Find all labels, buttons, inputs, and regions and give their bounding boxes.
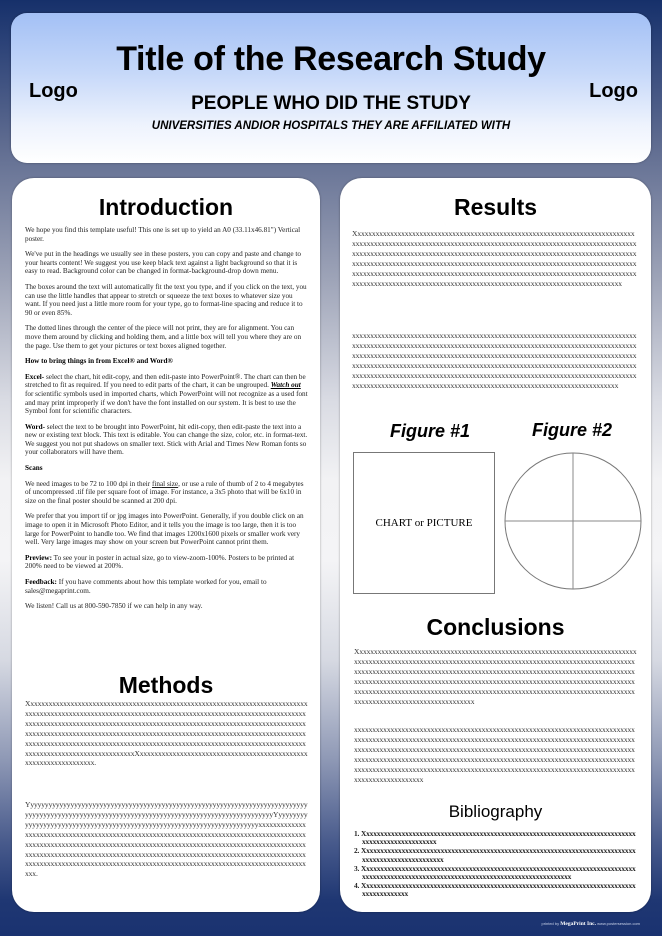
affiliations-line[interactable]: UNIVERSITIES ANDIOR HOSPITALS THEY ARE AFFILIATED WITH <box>151 120 511 132</box>
bibliography-list[interactable] <box>354 830 637 899</box>
bibliography-heading[interactable]: Bibliography <box>448 802 543 821</box>
word-label: Word- <box>25 422 45 431</box>
feedback-paragraph <box>25 578 310 595</box>
results-text-box-2[interactable]: xxxxxxxxxxxxxxxxxxxxxxxxxxxxxxxxxxxxxxxxxxxxxxxxxxxxxxxxxxxxxxxxxxxxxxxxxxxxxxxxxxxxxxxxxxxxxxxxxxxxxxxxxxxxxxxxxxxxxxxxxxxxxxxxxxxxxxxxxxxxxxxxxxxxxxxxxxxxxxxxxxxxxxxxxxxxxxxxxxxxxxxxxxxxxxxxxxxxxxxxxxxxxxxxxxxxxxxxxxxxxxxxxxxxxxxxxxxxxxxxxxxxxxxxxxxxxxxxxxxxxxxxxxxxxxxxxxxxxxxxxxxxxxxxxxxxxxxxxxxxxxxxxxxxxxxxxxxxxxxxxxxxxxxxxxxxxxxxxxxxxxxxxxxxxxxxxxxxxxxxxxxxxxxxxxxxxxxxxxxxxxxxxxxxxxxxxxxxxxxxxxxxxxxxxxxxxxxxxxxxxxxxxxxxxxxxxxxxxxxxxxxxxxxxxxxxxxxxxxxxxxx <box>352 331 637 390</box>
intro-paragraph: The dotted lines through the center of the piece will not print, they are for alignment. You can move them around by clicking and holding them, and a little box will tell you where they are on the page. Use them to get your pictures or text boxes aligned together. <box>25 324 302 350</box>
right-column-panel <box>340 178 651 912</box>
bibliography-item: 2. Xxxxxxxxxxxxxxxxxxxxxxxxxxxxxxxxxxxxxxxxxxxxxxxxxxxxxxxxxxxxxxxxxxxxxxxxxxxxxxxxxxxxxxxxxxxxxxxxxxxx <box>354 846 636 864</box>
excel-paragraph <box>25 373 310 416</box>
figure-2-label[interactable]: Figure #2 <box>532 420 613 440</box>
bibliography-item: 4. Xxxxxxxxxxxxxxxxxxxxxxxxxxxxxxxxxxxxxxxxxxxxxxxxxxxxxxxxxxxxxxxxxxxxxxxxxxxxxxxxxxxxxxxxxx <box>354 880 636 899</box>
intro-paragraph: We've put in the headings we usually see in these posters, you can copy and paste and change to your hearts content! We suggest you use keep black text against a light background so that it is easy to read. Background color can be changed in format-background-drop down menu. <box>25 250 301 276</box>
preview-text: To see your in poster in actual size, go to view-zoom-100%. Posters to be printed at 200% need to be viewed at 200%. <box>25 553 295 571</box>
preview-paragraph <box>25 554 310 571</box>
printer-company-name: MegaPrint Inc. <box>560 921 596 927</box>
feedback-label: Feedback: <box>25 578 57 586</box>
printer-website: www.postersession.com <box>595 921 640 926</box>
methods-text-box-2[interactable]: YyyyyyyyyyyyyyyyyyyyyyyyyyyyyyyyyyyyyyyyyyyyyyyyyyyyyyyyyyyyyyyyyyyyyyyyyyyyyyyyyyyyyyyyyyyyyyyyyyyyyyyyyyyyyyyyyyyyyyyyyyyyyyyyyyyyyyyyyyyyyyyyyYyyyyyyyyyyyyyyyyyyyyyyyyyyyyyyyyyyyyyyyyyyyyyyyyyyyyyyyyyyyyyyyyyyyyyyyyxxxxxxxxxxxxxxxxxxxxxxxxxxxxxxxxxxxxxxxxxxxxxxxxxxxxxxxxxxxxxxxxxxxxxxxxxxxxxxxxxxxxxxxxxxxxxxxxxxxxxxxxxxxxxxxxxxxxxxxxxxxxxxxxxxxxxxxxxxxxxxxxxxxxxxxxxxxxxxxxxxxxxxxxxxxxxxxxxxxxxxxxxxxxxxxxxxxxxxxxxxxxxxxxxxxxxxxxxxxxxxxxxxxxxxxxxxxxxxxxxxxxxxxxxxxxxxxxxxxxxxxxxxxxxxxxxxxxxxxxxxxxxxxxxxxxxxxxxxxxxxxxxxxxxxxxxxxxxxxxxxxx. <box>25 800 308 879</box>
preview-label: Preview: <box>25 553 53 562</box>
logo-left-placeholder[interactable]: Logo <box>29 80 78 102</box>
methods-heading[interactable]: Methods <box>118 672 214 698</box>
contact-paragraph: We listen! Call us at 800-590-7850 if we can help in any way. <box>25 602 203 611</box>
conclusions-text-box[interactable]: Xxxxxxxxxxxxxxxxxxxxxxxxxxxxxxxxxxxxxxxxxxxxxxxxxxxxxxxxxxxxxxxxxxxxxxxxxxxxxxxxxxxxxxxxxxxxxxxxxxxxxxxxxxxxxxxxxxxxxxxxxxxxxxxxxxxxxxxxxxxxxxxxxxxxxxxxxxxxxxxxxxxxxxxxxxxxxxxxxxxxxxxxxxxxxxxxxxxxxxxxxxxxxxxxxxxxxxxxxxxxxxxxxxxxxxxxxxxxxxxxxxxxxxxxxxxxxxxxxxxxxxxxxxxxxxxxxxxxxxxxxxxxxxxxxxxxxxxxxxxxxxxxxxxxxxxxxxxxxxxxxxxxxxxxxxxxxxxxxxxxxxxxxxxxxxxxxxxxxxxxxxxxxxxxxxxxxxxxxxxxxxxxxxxxxxxxxxxxxxxxxxxxxxxxxxxxxxxxxx <box>354 647 637 706</box>
bibliography-item: 1. Xxxxxxxxxxxxxxxxxxxxxxxxxxxxxxxxxxxxxxxxxxxxxxxxxxxxxxxxxxxxxxxxxxxxxxxxxxxxxxxxxxxxxxxxxxxxxxxxxx <box>354 829 636 847</box>
figure-1-label[interactable]: Figure #1 <box>390 421 471 441</box>
results-text-box[interactable]: Xxxxxxxxxxxxxxxxxxxxxxxxxxxxxxxxxxxxxxxxxxxxxxxxxxxxxxxxxxxxxxxxxxxxxxxxxxxxxxxxxxxxxxxxxxxxxxxxxxxxxxxxxxxxxxxxxxxxxxxxxxxxxxxxxxxxxxxxxxxxxxxxxxxxxxxxxxxxxxxxxxxxxxxxxxxxxxxxxxxxxxxxxxxxxxxxxxxxxxxxxxxxxxxxxxxxxxxxxxxxxxxxxxxxxxxxxxxxxxxxxxxxxxxxxxxxxxxxxxxxxxxxxxxxxxxxxxxxxxxxxxxxxxxxxxxxxxxxxxxxxxxxxxxxxxxxxxxxxxxxxxxxxxxxxxxxxxxxxxxxxxxxxxxxxxxxxxxxxxxxxxxxxxxxxxxxxxxxxxxxxxxxxxxxxxxxxxxxxxxxxxxxxxxxxxxxxxxxxxxxxxxxxxxxxxxxxxxxxxxxxxxxxxxxxxxxxxxxxxxxxxx <box>352 229 637 288</box>
import-paragraph: We prefer that you import tif or jpg images into PowerPoint. Generally, if you double click on an image to open it in Microsoft Photo Editor, and it tells you the image is too large, then it is too large for PowerPoint to handle too. We find that images 1200x1600 pixels or smaller work very well. Very large images may show on your screen but PowerPoint cannot print them. <box>25 512 304 547</box>
conclusions-heading[interactable]: Conclusions <box>426 614 565 640</box>
watch-out-emphasis: Watch out <box>270 381 301 390</box>
scans-text-cont: , or use a rule of thumb of 2 to 4 megabytes of uncompressed .tif file per square foot of image. For instance, a 3x5 photo that will be 6x10 in size on the final poster should be scanned at 200 dpi. <box>25 479 304 505</box>
final-size-emphasis: final size <box>151 479 179 488</box>
feedback-text: If you have comments about how this template worked for you, email to sales@megaprint.com. <box>25 578 267 595</box>
poster-header <box>11 13 651 163</box>
methods-text-box[interactable]: XxxxxxxxxxxxxxxxxxxxxxxxxxxxxxxxxxxxxxxxxxxxxxxxxxxxxxxxxxxxxxxxxxxxxxxxxxxxxxxxxxxxxxxxxxxxxxxxxxxxxxxxxxxxxxxxxxxxxxxxxxxxxxxxxxxxxxxxxxxxxxxxxxxxxxxxxxxxxxxxxxxxxxxxxxxxxxxxxxxxxxxxxxxxxxxxxxxxxxxxxxxxxxxxxxxxxxxxxxxxxxxxxxxxxxxxxxxxxxxxxxxxxxxxxxxxxxxxxxxxxxxxxxxxxxxxxxxxxxxxxxxxxxxxxxxxxxxxxxxxxxxxxxxxxxxxxxxxxxxxxxxxxxxxxxxxxxxxxxxxxxxxxxxxxxxxxxxxxxxxxxxxxxxxxxxxxxxxxxxxxxxxxxxxxxxxxxxxxxxxxxxxxxxxxxxxxxxXxxxxxxxxxxxxxxxxxxxxxxxxxxxxxxxxxxxxxxxxxxxxxxxxxxxxxxxxxxxxxxxxx. <box>25 699 308 768</box>
excel-label: Excel- <box>25 372 45 381</box>
howto-heading: How to bring things in from Excel® and Word® <box>25 357 173 366</box>
scans-heading: Scans <box>25 464 43 473</box>
excel-text: select the chart, hit edit-copy, and then edit-paste into PowerPoint®. The chart can then be stretched to fit as required. If you need to edit parts of the chart, it can be ungrouped. <box>25 372 306 390</box>
introduction-text-box[interactable] <box>25 226 310 618</box>
scans-paragraph <box>25 480 310 506</box>
printed-by-text: printed by <box>541 921 561 926</box>
poster-title[interactable]: Title of the Research Study <box>116 40 546 78</box>
scans-text: We need images to be 72 to 100 dpi in their <box>25 479 152 488</box>
intro-paragraph: We hope you find this template useful! This one is set up to yield an A0 (33.11x46.81") Vertical poster. <box>25 226 301 243</box>
conclusions-text-box-2[interactable]: xxxxxxxxxxxxxxxxxxxxxxxxxxxxxxxxxxxxxxxxxxxxxxxxxxxxxxxxxxxxxxxxxxxxxxxxxxxxxxxxxxxxxxxxxxxxxxxxxxxxxxxxxxxxxxxxxxxxxxxxxxxxxxxxxxxxxxxxxxxxxxxxxxxxxxxxxxxxxxxxxxxxxxxxxxxxxxxxxxxxxxxxxxxxxxxxxxxxxxxxxxxxxxxxxxxxxxxxxxxxxxxxxxxxxxxxxxxxxxxxxxxxxxxxxxxxxxxxxxxxxxxxxxxxxxxxxxxxxxxxxxxxxxxxxxxxxxxxxxxxxxxxxxxxxxxxxxxxxxxxxxxxxxxxxxxxxxxxxxxxxxxxxxxxxxxxxxxxxxxxxxxxxxxxxxxxxxxxxxxxxxxxxxxxxxxxxxxxxxxxxxxx <box>354 725 635 784</box>
bibliography-item: 3. Xxxxxxxxxxxxxxxxxxxxxxxxxxxxxxxxxxxxxxxxxxxxxxxxxxxxxxxxxxxxxxxxxxxxxxxxxxxxxxxxxxxxxxxxxxxxxxxxxxxxxxxxxxxxxxxxxxxxxxxxxxxxxxxxxxxxxxxx <box>354 863 636 882</box>
introduction-heading[interactable]: Introduction <box>98 194 234 220</box>
printer-credit-footer <box>542 921 640 927</box>
word-paragraph <box>25 423 310 457</box>
figure-1-placeholder-text: CHART or PICTURE <box>375 517 473 529</box>
excel-text-cont: for scientific symbols used in imported charts, which PowerPoint will not recognize as a used font and may print improperly if we don't have the font installed on our system. It is best to use the Symbol font for scientific characters. <box>25 389 308 416</box>
figure-2-pie-chart-placeholder[interactable] <box>504 451 642 591</box>
logo-right-placeholder[interactable]: Logo <box>589 80 638 102</box>
authors-line[interactable]: PEOPLE WHO DID THE STUDY <box>191 93 471 114</box>
intro-paragraph: The boxes around the text will automatically fit the text you type, and if you click on the text, you can use the little handles that appear to stretch or squeeze the text boxes to whatever size you want. If you need just a little more room for your type, go to format-line spacing and reduce it to 90 or even 85%. <box>25 282 307 317</box>
left-column-panel <box>12 178 320 912</box>
word-text: select the text to be brought into PowerPoint, hit edit-copy, then edit-paste the text into a new or existing text block. This text is editable. You can change the size, color, etc. in format-text. We suggest you not put shadows on smaller text. Stick with Arial and Times New Roman fonts so your collaborators will have them. <box>25 422 308 457</box>
results-heading[interactable]: Results <box>453 194 538 220</box>
figure-1-placeholder-box[interactable] <box>353 452 495 594</box>
